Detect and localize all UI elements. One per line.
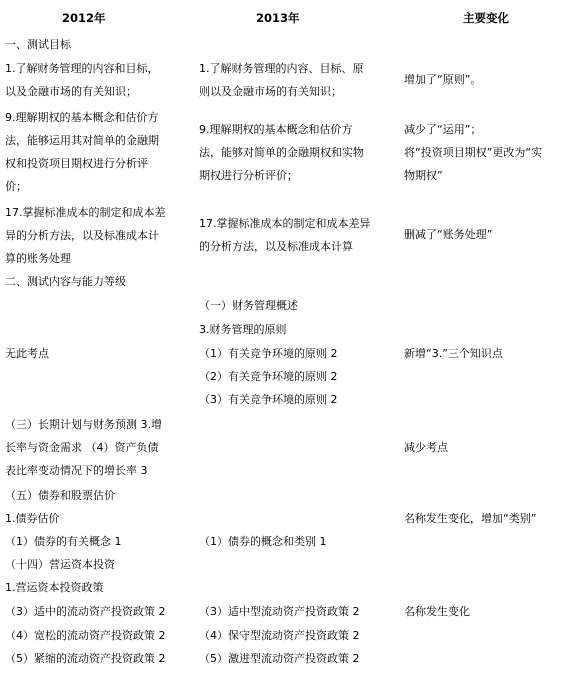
cell-change-text: 新增“3.”三个知识点 <box>404 347 503 360</box>
cell-2012-text: （五）债券和股票估价 <box>5 489 115 502</box>
cell-2012-text: 长率与资金需求 （4）资产负债 <box>5 441 159 454</box>
cell-2013-text: （3）适中型流动资产投资政策 2 <box>199 605 360 618</box>
cell-2012-text: （1）债券的有关概念 1 <box>5 535 122 548</box>
cell-2012-text: 9.理解期权的基本概念和估价方 <box>5 111 159 124</box>
cell-2012-text: 无此考点 <box>5 347 49 360</box>
cell-2012-text: 17.掌握标准成本的制定和成本差 <box>5 206 166 219</box>
cell-2013-text: 17.掌握标准成本的制定和成本差异 <box>199 217 371 230</box>
cell-2013-text: 9.理解期权的基本概念和估价方 <box>199 123 353 136</box>
cell-change-text: 将“投资项目期权”更改为“实 <box>404 146 543 159</box>
header-changes: 主要变化 <box>463 11 509 25</box>
cell-2013-text: （1）有关竞争环境的原则 2 <box>199 347 338 360</box>
section-title-content-levels: 二、测试内容与能力等级 <box>5 275 126 288</box>
header-2013: 2013年 <box>256 11 300 25</box>
cell-change-text: 名称发生变化，增加“类别” <box>404 512 537 525</box>
cell-change-text: 减少考点 <box>404 441 448 454</box>
cell-2013-text: 法，能够对简单的金融期权和实物 <box>199 146 364 159</box>
cell-2012-text: 1.营运资本投资政策 <box>5 581 104 594</box>
cell-2013-text: 期权进行分析评价； <box>199 169 298 182</box>
cell-2012-text: （三）长期计划与财务预测 3.增 <box>5 418 162 431</box>
cell-change-text: 名称发生变化 <box>404 605 470 618</box>
cell-2012-text: 法，能够运用其对简单的金融期 <box>5 134 159 147</box>
cell-change-text: 减少了“运用”； <box>404 123 482 136</box>
cell-2012-text: （3）适中的流动资产投资政策 2 <box>5 605 166 618</box>
section-title-objectives: 一、测试目标 <box>5 38 71 51</box>
header-2012: 2012年 <box>62 11 106 25</box>
cell-2012-text: （4）宽松的流动资产投资政策 2 <box>5 629 166 642</box>
cell-2012-text: （5）紧缩的流动资产投资政策 2 <box>5 652 166 665</box>
cell-2012-text: 算的账务处理 <box>5 252 71 265</box>
cell-2013-text: （3）有关竞争环境的原则 2 <box>199 393 338 406</box>
cell-2013-text: 1.了解财务管理的内容、目标、原 <box>199 62 364 75</box>
cell-2012-text: 1.了解财务管理的内容和目标， <box>5 62 159 75</box>
cell-change-text: 删减了“账务处理” <box>404 228 493 241</box>
cell-2013-text: 则以及金融市场的有关知识； <box>199 85 342 98</box>
cell-change-text: 增加了“原则”。 <box>404 73 482 86</box>
cell-2013-text: （5）激进型流动资产投资政策 2 <box>199 652 360 665</box>
cell-2013-text: （2）有关竞争环境的原则 2 <box>199 370 338 383</box>
cell-2013-text: （4）保守型流动资产投资政策 2 <box>199 629 360 642</box>
cell-2012-text: 价； <box>5 180 27 193</box>
cell-2012-text: 表比率变动情况下的增长率 3 <box>5 464 148 477</box>
cell-2013-text: 的分析方法，以及标准成本计算 <box>199 240 353 253</box>
cell-2012-text: 权和投资项目期权进行分析评 <box>5 157 148 170</box>
cell-2013-text: （一）财务管理概述 <box>199 299 298 312</box>
cell-2012-text: （十四）营运资本投资 <box>5 558 115 571</box>
cell-2012-text: 以及金融市场的有关知识； <box>5 85 137 98</box>
cell-change-text: 物期权” <box>404 169 443 182</box>
cell-2012-text: 异的分析方法，以及标准成本计 <box>5 229 159 242</box>
cell-2013-text: （1）债券的概念和类别 1 <box>199 535 327 548</box>
cell-2013-text: 3.财务管理的原则 <box>199 323 287 336</box>
cell-2012-text: 1.债券估价 <box>5 512 60 525</box>
